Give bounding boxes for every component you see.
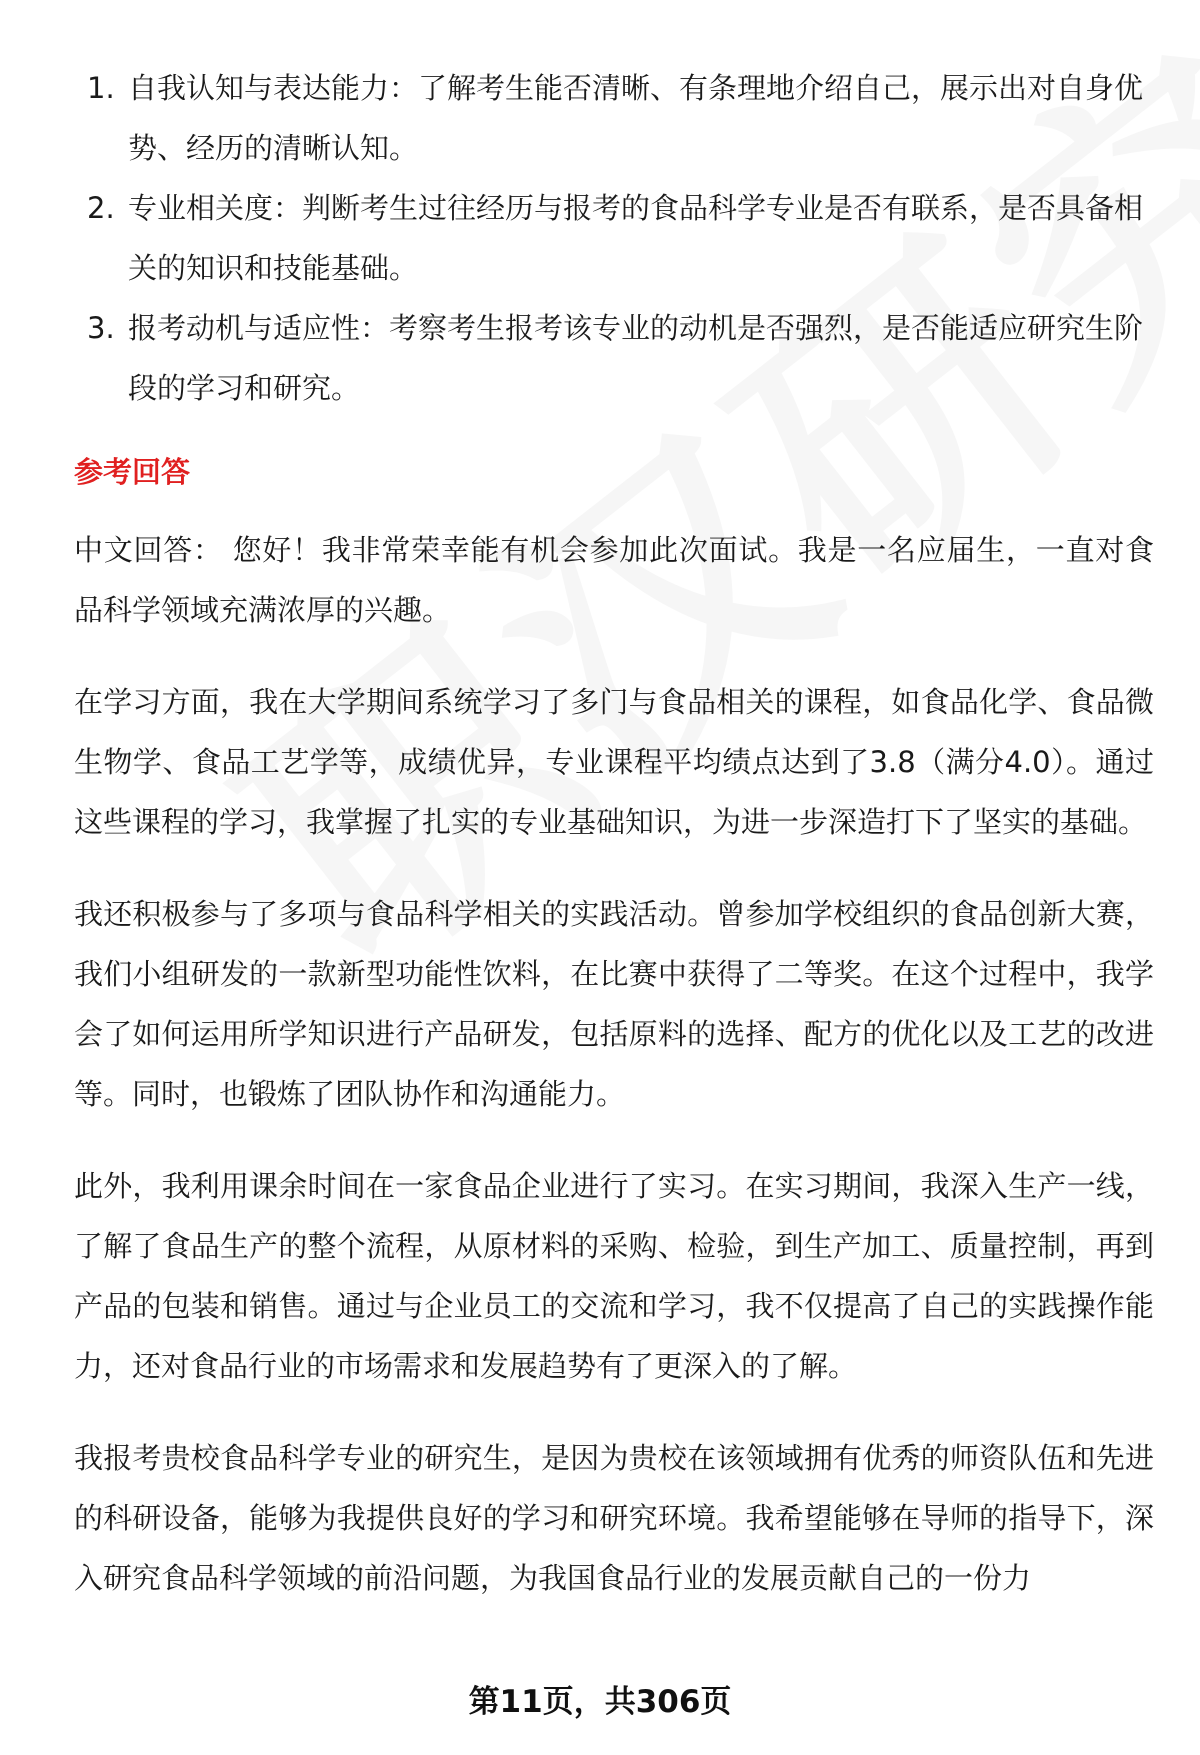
list-item [74, 298, 1154, 418]
answer-paragraph: 我还积极参与了多项与食品科学相关的实践活动。曾参加学校组织的食品创新大赛，我们小组研发的一款新型功能性饮料，在比赛中获得了二等奖。在这个过程中，我学会了如何运用所学知识进行产品研发，包括原料的选择、配方的优化以及工艺的改进等。同时，也锻炼了团队协作和沟通能力。 [74, 897, 1154, 1111]
list-item-number: 2. [87, 191, 115, 225]
list-item-number: 3. [87, 311, 115, 345]
list-item-text: 专业相关度：判断考生过往经历与报考的食品科学专业是否有联系，是否具备相关的知识和技能基础。 [128, 191, 1144, 285]
answer-paragraph: 我报考贵校食品科学专业的研究生，是因为贵校在该领域拥有优秀的师资队伍和先进的科研设备，能够为我提供良好的学习和研究环境。我希望能够在导师的指导下，深入研究食品科学领域的前沿问题，为我国食品行业的发展贡献自己的一份力 [74, 1441, 1154, 1595]
answer-paragraph: 此外，我利用课余时间在一家食品企业进行了实习。在实习期间，我深入生产一线，了解了食品生产的整个流程，从原材料的采购、检验，到生产加工、质量控制，再到产品的包装和销售。通过与企业员工的交流和学习，我不仅提高了自己的实践操作能力，还对食品行业的市场需求和发展趋势有了更深入的了解。 [74, 1169, 1154, 1383]
list-item [74, 58, 1154, 178]
list-item-text: 自我认知与表达能力：了解考生能否清晰、有条理地介绍自己，展示出对自身优势、经历的清晰认知。 [128, 71, 1144, 165]
page-number-footer: 第11页，共306页 [468, 1684, 732, 1720]
page-content [74, 58, 1154, 1608]
section-heading: 参考回答 [74, 455, 191, 489]
list-item-number: 1. [87, 71, 115, 105]
list-item-text: 报考动机与适应性：考察考生报考该专业的动机是否强烈，是否能适应研究生阶段的学习和研究。 [128, 311, 1144, 405]
answer-paragraph: 在学习方面，我在大学期间系统学习了多门与食品相关的课程，如食品化学、食品微生物学、食品工艺学等，成绩优异，专业课程平均绩点达到了3.8（满分4.0）。通过这些课程的学习，我掌握了扎实的专业基础知识，为进一步深造打下了坚实的基础。 [74, 685, 1154, 839]
answer-paragraph: 中文回答： 您好！我非常荣幸能有机会参加此次面试。我是一名应届生，一直对食品科学领域充满浓厚的兴趣。 [74, 533, 1154, 627]
list-item [74, 178, 1154, 298]
evaluation-criteria-list [74, 58, 1154, 418]
